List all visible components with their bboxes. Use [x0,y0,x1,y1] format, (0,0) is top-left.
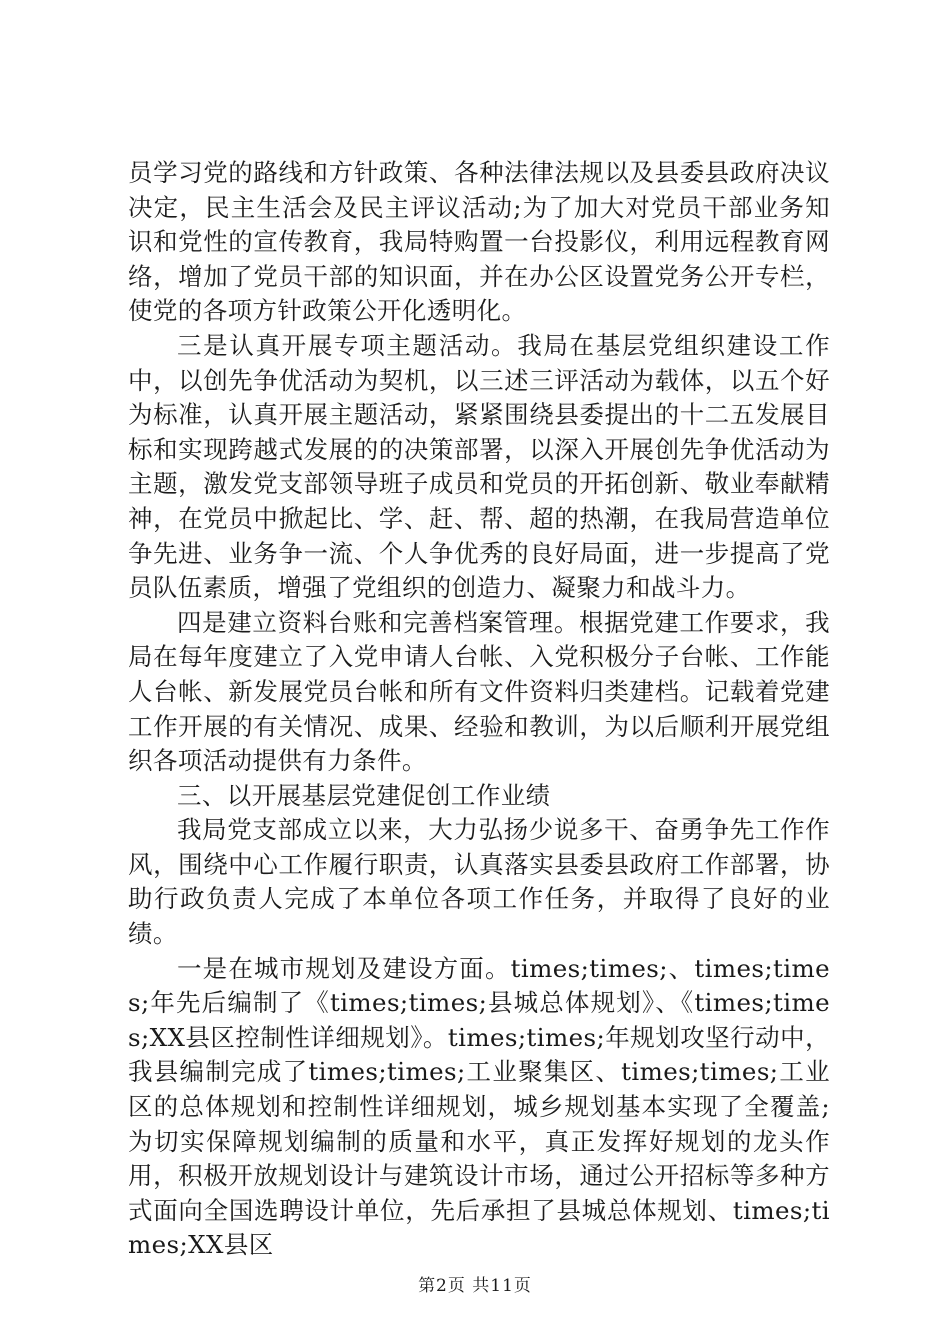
page-number-footer: 第2页 共11页 [418,1276,532,1296]
paragraph-section-intro: 我局党支部成立以来，大力弘扬少说多干、奋勇争先工作作风，围绕中心工作履行职责，认真落实县委县政府工作部署，协助行政负责人完成了本单位各项工作任务，并取得了良好的业绩。 [128,815,830,949]
document-body [128,156,830,1263]
paragraph-item-four: 四是建立资料台账和完善档案管理。根据党建工作要求，我局在每年度建立了入党申请人台帐、入党积极分子台帐、工作能人台帐、新发展党员台帐和所有文件资料归类建档。记载着党建工作开展的有关情况、成果、经验和教训，为以后顺利开展党组织各项活动提供有力条件。 [128,607,830,776]
paragraph-item-three: 三是认真开展专项主题活动。我局在基层党组织建设工作中，以创先争优活动为契机，以三述三评活动为载体，以五个好为标准，认真开展主题活动，紧紧围绕县委提出的十二五发展目标和实现跨越式发展的的决策部署，以深入开展创先争优活动为主题，激发党支部领导班子成员和党员的开拓创新、敬业奉献精神，在党员中掀起比、学、赶、帮、超的热潮，在我局营造单位争先进、业务争一流、个人争优秀的良好局面，进一步提高了党员队伍素质，增强了党组织的创造力、凝聚力和战斗力。 [128,330,830,603]
paragraph-urban-planning: 一是在城市规划及建设方面。times;times;、times;times;年先后编制了《times;times;县城总体规划》、《times;times;XX县区控制性详细规划》。times;times;年规划攻坚行动中，我县编制完成了times;times;工业聚集区、times;times;工业区的总体规划和控制性详细规划，城乡规划基本实现了全覆盖;为切实保障规划编制的质量和水平，真正发挥好规划的龙头作用，积极开放规划设计与建筑设计市场，通过公开招标等多种方式面向全国选聘设计单位，先后承担了县城总体规划、times;times;XX县区 [128,953,830,1260]
paragraph-continuation: 员学习党的路线和方针政策、各种法律法规以及县委县政府决议决定，民主生活会及民主评议活动;为了加大对党员干部业务知识和党性的宣传教育，我局特购置一台投影仪，利用远程教育网络，增加了党员干部的知识面，并在办公区设置党务公开专栏，使党的各项方针政策公开化透明化。 [128,158,830,326]
section-heading-three: 三、以开展基层党建促创工作业绩 [177,780,551,810]
